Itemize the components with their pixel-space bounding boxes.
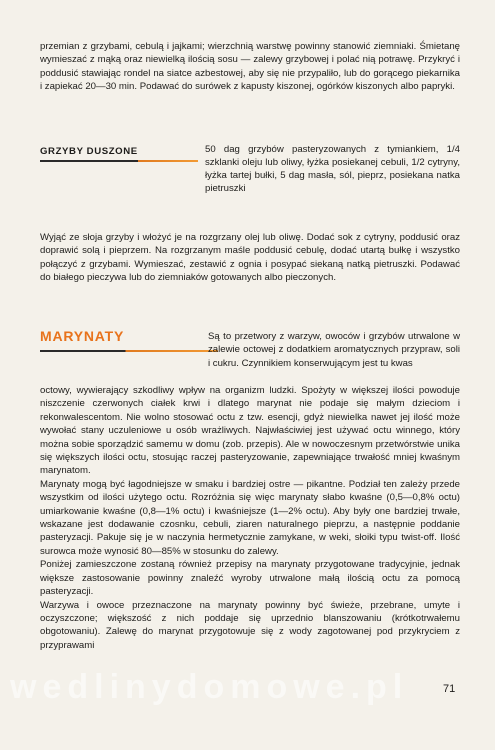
recipe-title: GRZYBY DUSZONE <box>40 146 138 157</box>
recipe-block <box>40 143 460 219</box>
section-title: MARYNATY <box>40 328 125 344</box>
page-number: 71 <box>443 683 456 695</box>
book-page <box>40 40 460 651</box>
section-body <box>40 384 460 652</box>
section-paragraph: Marynaty mogą być łagodniejsze w smaku i bardziej ostre — pikantne. Podział ten zależy przede wszystkim od ilości użytego octu. Rozróżnia się więc marynaty słabo kwaśne (0,5—0,8% octu) umiarkowanie kwaśne (0,8—1% octu) i kwaśniejsze (1—2% octu). Aby były one bardziej trwałe, wskazane jest dodawanie czosnku, cebuli, ziaren naturalnego pieprzu, a następnie poddanie pasteryzacji. Pakuje się je w naczynia hermetycznie zamykane, w weki, słoiki typu twist-off. Ilość surowca może wynosić 80—85% w stosunku do zalewy. <box>40 478 460 557</box>
section-title-rule <box>40 350 218 352</box>
section-paragraph: Warzywa i owoce przeznaczone na marynaty powinny być świeże, przebrane, umyte i oczyszczone; większość z nich poddaje się uprzednio blanszowaniu (krótkotrwałemu obgotowaniu). Zalewę do marynat przygotowuje się z wody zagotowanej pod przykryciem z przyprawami <box>40 599 460 651</box>
section-intro: Są to przetwory z warzyw, owoców i grzybów utrwalone w zalewie octowej z dodatkiem aromatycznych przypraw, soli i cukru. Czynnikiem konserwującym jest tu kwas <box>208 331 460 369</box>
section-paragraph: octowy, wywierający szkodliwy wpływ na organizm ludzki. Spożyty w większej ilości powoduje niszczenie czerwonych ciałek krwi i dlatego marynat nie podaje się małym dzieciom i rekonwalescentom. Nie wolno stosować octu z tzw. esencji, gdyż niewielka nawet jej ilość może wywołać stany uczuleniowe u osób wrażliwych. Najwłaściwiej jest używać octu winnego, który można sobie sporządzić samemu w domu (zob. przepis). Ale w nowoczesnym przetwórstwie unika się większych ilości octu, stosując raczej pasteryzowanie, zapewniające trwałość mniej kwaśnym marynatom. <box>40 385 460 477</box>
recipe-instructions: Wyjąć ze słoja grzyby i włożyć je na rozgrzany olej lub oliwę. Dodać sok z cytryny, poddusić oraz doprawić solą i pieprzem. Na rozgrzanym maśle poddusić cebulę, dodać utartą bułkę i wszystko połączyć z grzybami. Wymieszać, zestawić z ognia i posypać siekaną natką pietruszki. Podawać do białego pieczywa lub do ziemniaków gotowanych albo pieczonych. <box>40 232 460 284</box>
recipe-ingredients: 50 dag grzybów pasteryzowanych z tymiankiem, 1/4 szklanki oleju lub oliwy, łyżka posiekanej cebuli, 1/2 cytryny, łyżka tartej bułki, 5 dag masła, sól, pieprz, posiekana natka pietruszki <box>205 144 460 194</box>
section-paragraph: Poniżej zamieszczone zostaną również przepisy na marynaty przygotowane tradycyjnie, jednak większe zastosowanie powinny znaleźć wyroby utrwalone małą ilością octu za pomocą pasteryzacji. <box>40 559 460 598</box>
recipe-title-rule <box>40 160 198 162</box>
watermark: wedlinydomowe.pl <box>10 668 409 706</box>
top-paragraph: przemian z grzybami, cebulą i jajkami; wierzchnią warstwę powinny stanowić ziemniaki. Śmietanę wymieszać z mąką oraz niewielką ilością sosu — zalewy grzybowej i polać nią potrawę. Przykryć i poddusić stawiając rondel na siatce azbestowej, aby się nie przypaliło, lub do gorącego piekarnika i zapiekać 20—30 min. Podawać do surówek z kapusty kiszonej, ogórków kiszonych albo papryki. <box>40 41 460 93</box>
